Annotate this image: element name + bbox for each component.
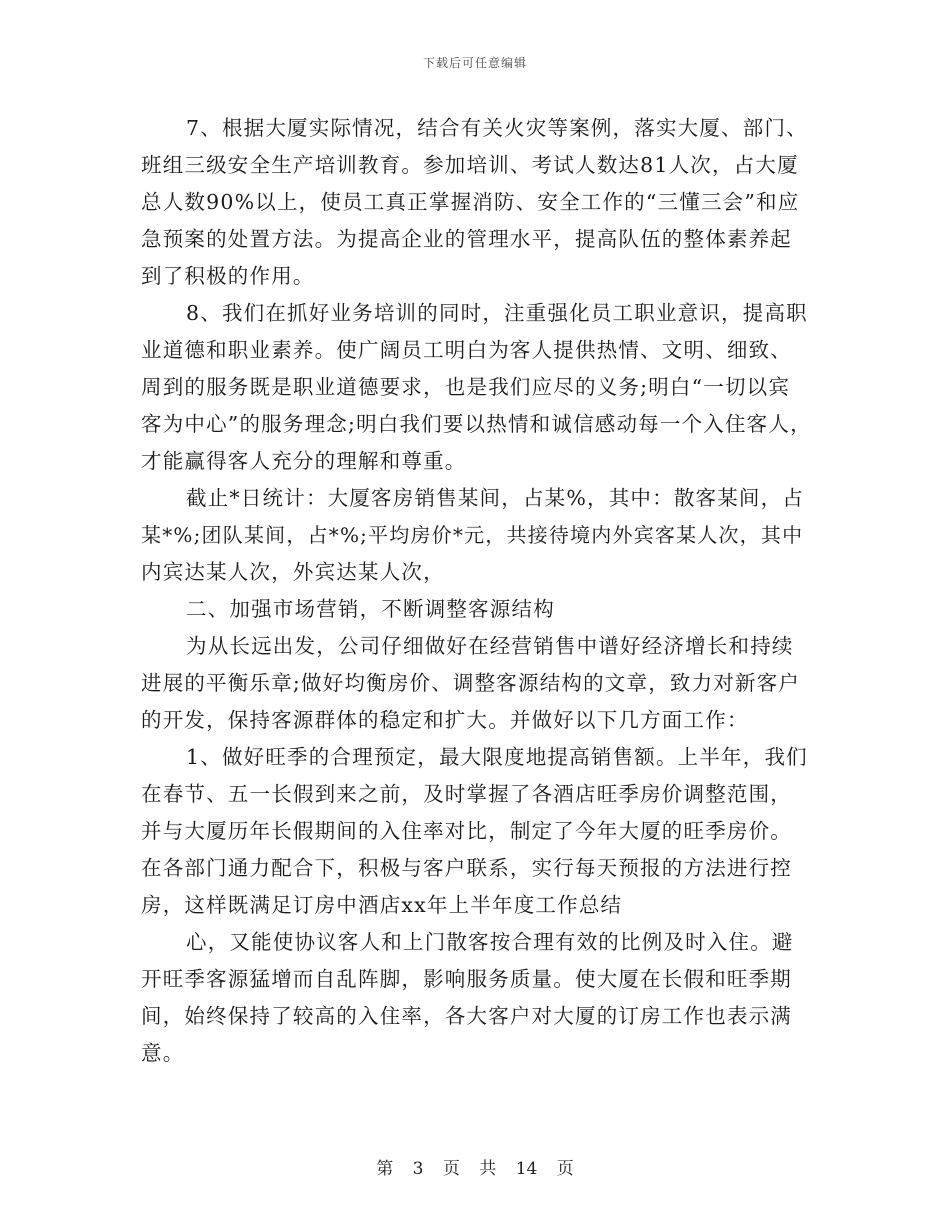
text-line: 间，始终保持了较高的入住率，各大客户对大厦的订房工作也表示满 — [141, 1004, 792, 1028]
text-line: 在春节、五一长假到来之前，及时掌握了各酒店旺季房价调整范围， — [141, 782, 792, 806]
text-line: 为从长远出发，公司仔细做好在经营销售中谱好经济增长和持续 — [186, 634, 794, 658]
footer-page-word: 页 — [442, 1159, 460, 1179]
page-header: 下载后可任意编辑 — [422, 56, 527, 70]
text-line: 开旺季客源猛增而自乱阵脚，影响服务质量。使大厦在长假和旺季期 — [141, 967, 792, 991]
text-line: 房，这样既满足订房中酒店xx年上半年度工作总结 — [141, 893, 623, 917]
text-line: 客为中心”的服务理念;明白我们要以热情和诚信感动每一个入住客人， — [141, 412, 812, 436]
text-line: 在各部门通力配合下，积极与客户联系，实行每天预报的方法进行控 — [141, 856, 792, 880]
body-text — [141, 110, 813, 1072]
text-line: 到了积极的作用。 — [141, 264, 315, 288]
text-line: 7、根据大厦实际情况，结合有关火灾等案例，落实大厦、部门、 — [186, 116, 808, 140]
text-line: 周到的服务既是职业道德要求，也是我们应尽的义务;明白“一切以宾 — [141, 375, 791, 399]
text-line: 截止*日统计：大厦客房销售某间，占某%，其中：散客某间，占 — [186, 486, 805, 510]
footer-page-suffix: 页 — [556, 1159, 574, 1179]
page-footer — [0, 1154, 950, 1179]
text-line: 内宾达某人次，外宾达某人次， — [141, 560, 445, 584]
text-line: 进展的平衡乐章;做好均衡房价、调整客源结构的文章，致力对新客户 — [141, 671, 801, 695]
text-line: 1、做好旺季的合理预定，最大限度地提高销售额。上半年，我们 — [186, 745, 808, 769]
text-line: 的开发，保持客源群体的稳定和扩大。并做好以下几方面工作： — [141, 708, 749, 732]
text-line: 总人数90%以上，使员工真正掌握消防、安全工作的“三懂三会”和应 — [141, 190, 800, 214]
footer-prefix: 第 — [376, 1159, 394, 1179]
total-pages-number: 14 — [515, 1159, 538, 1179]
text-line: 才能赢得客人充分的理解和尊重。 — [141, 449, 467, 473]
text-line: 二、加强市场营销，不断调整客源结构 — [186, 597, 555, 621]
current-page-number: 3 — [412, 1159, 424, 1179]
text-line: 班组三级安全生产培训教育。参加培训、考试人数达81人次，占大厦 — [141, 153, 799, 177]
text-line: 8、我们在抓好业务培训的同时，注重强化员工职业意识，提高职 — [186, 301, 808, 325]
text-line: 急预案的处置方法。为提高企业的管理水平，提高队伍的整体素养起 — [141, 227, 792, 251]
footer-total-prefix: 共 — [479, 1159, 497, 1179]
text-line: 心，又能使协议客人和上门散客按合理有效的比例及时入住。避 — [186, 930, 794, 954]
text-line: 某*%;团队某间，占*%;平均房价*元，共接待境内外宾客某人次，其中 — [141, 523, 804, 547]
text-line: 意。 — [141, 1041, 185, 1065]
text-line: 并与大厦历年长假期间的入住率对比，制定了今年大厦的旺季房价。 — [141, 819, 792, 843]
text-line: 业道德和职业素养。使广阔员工明白为客人提供热情、文明、细致、 — [141, 338, 792, 362]
